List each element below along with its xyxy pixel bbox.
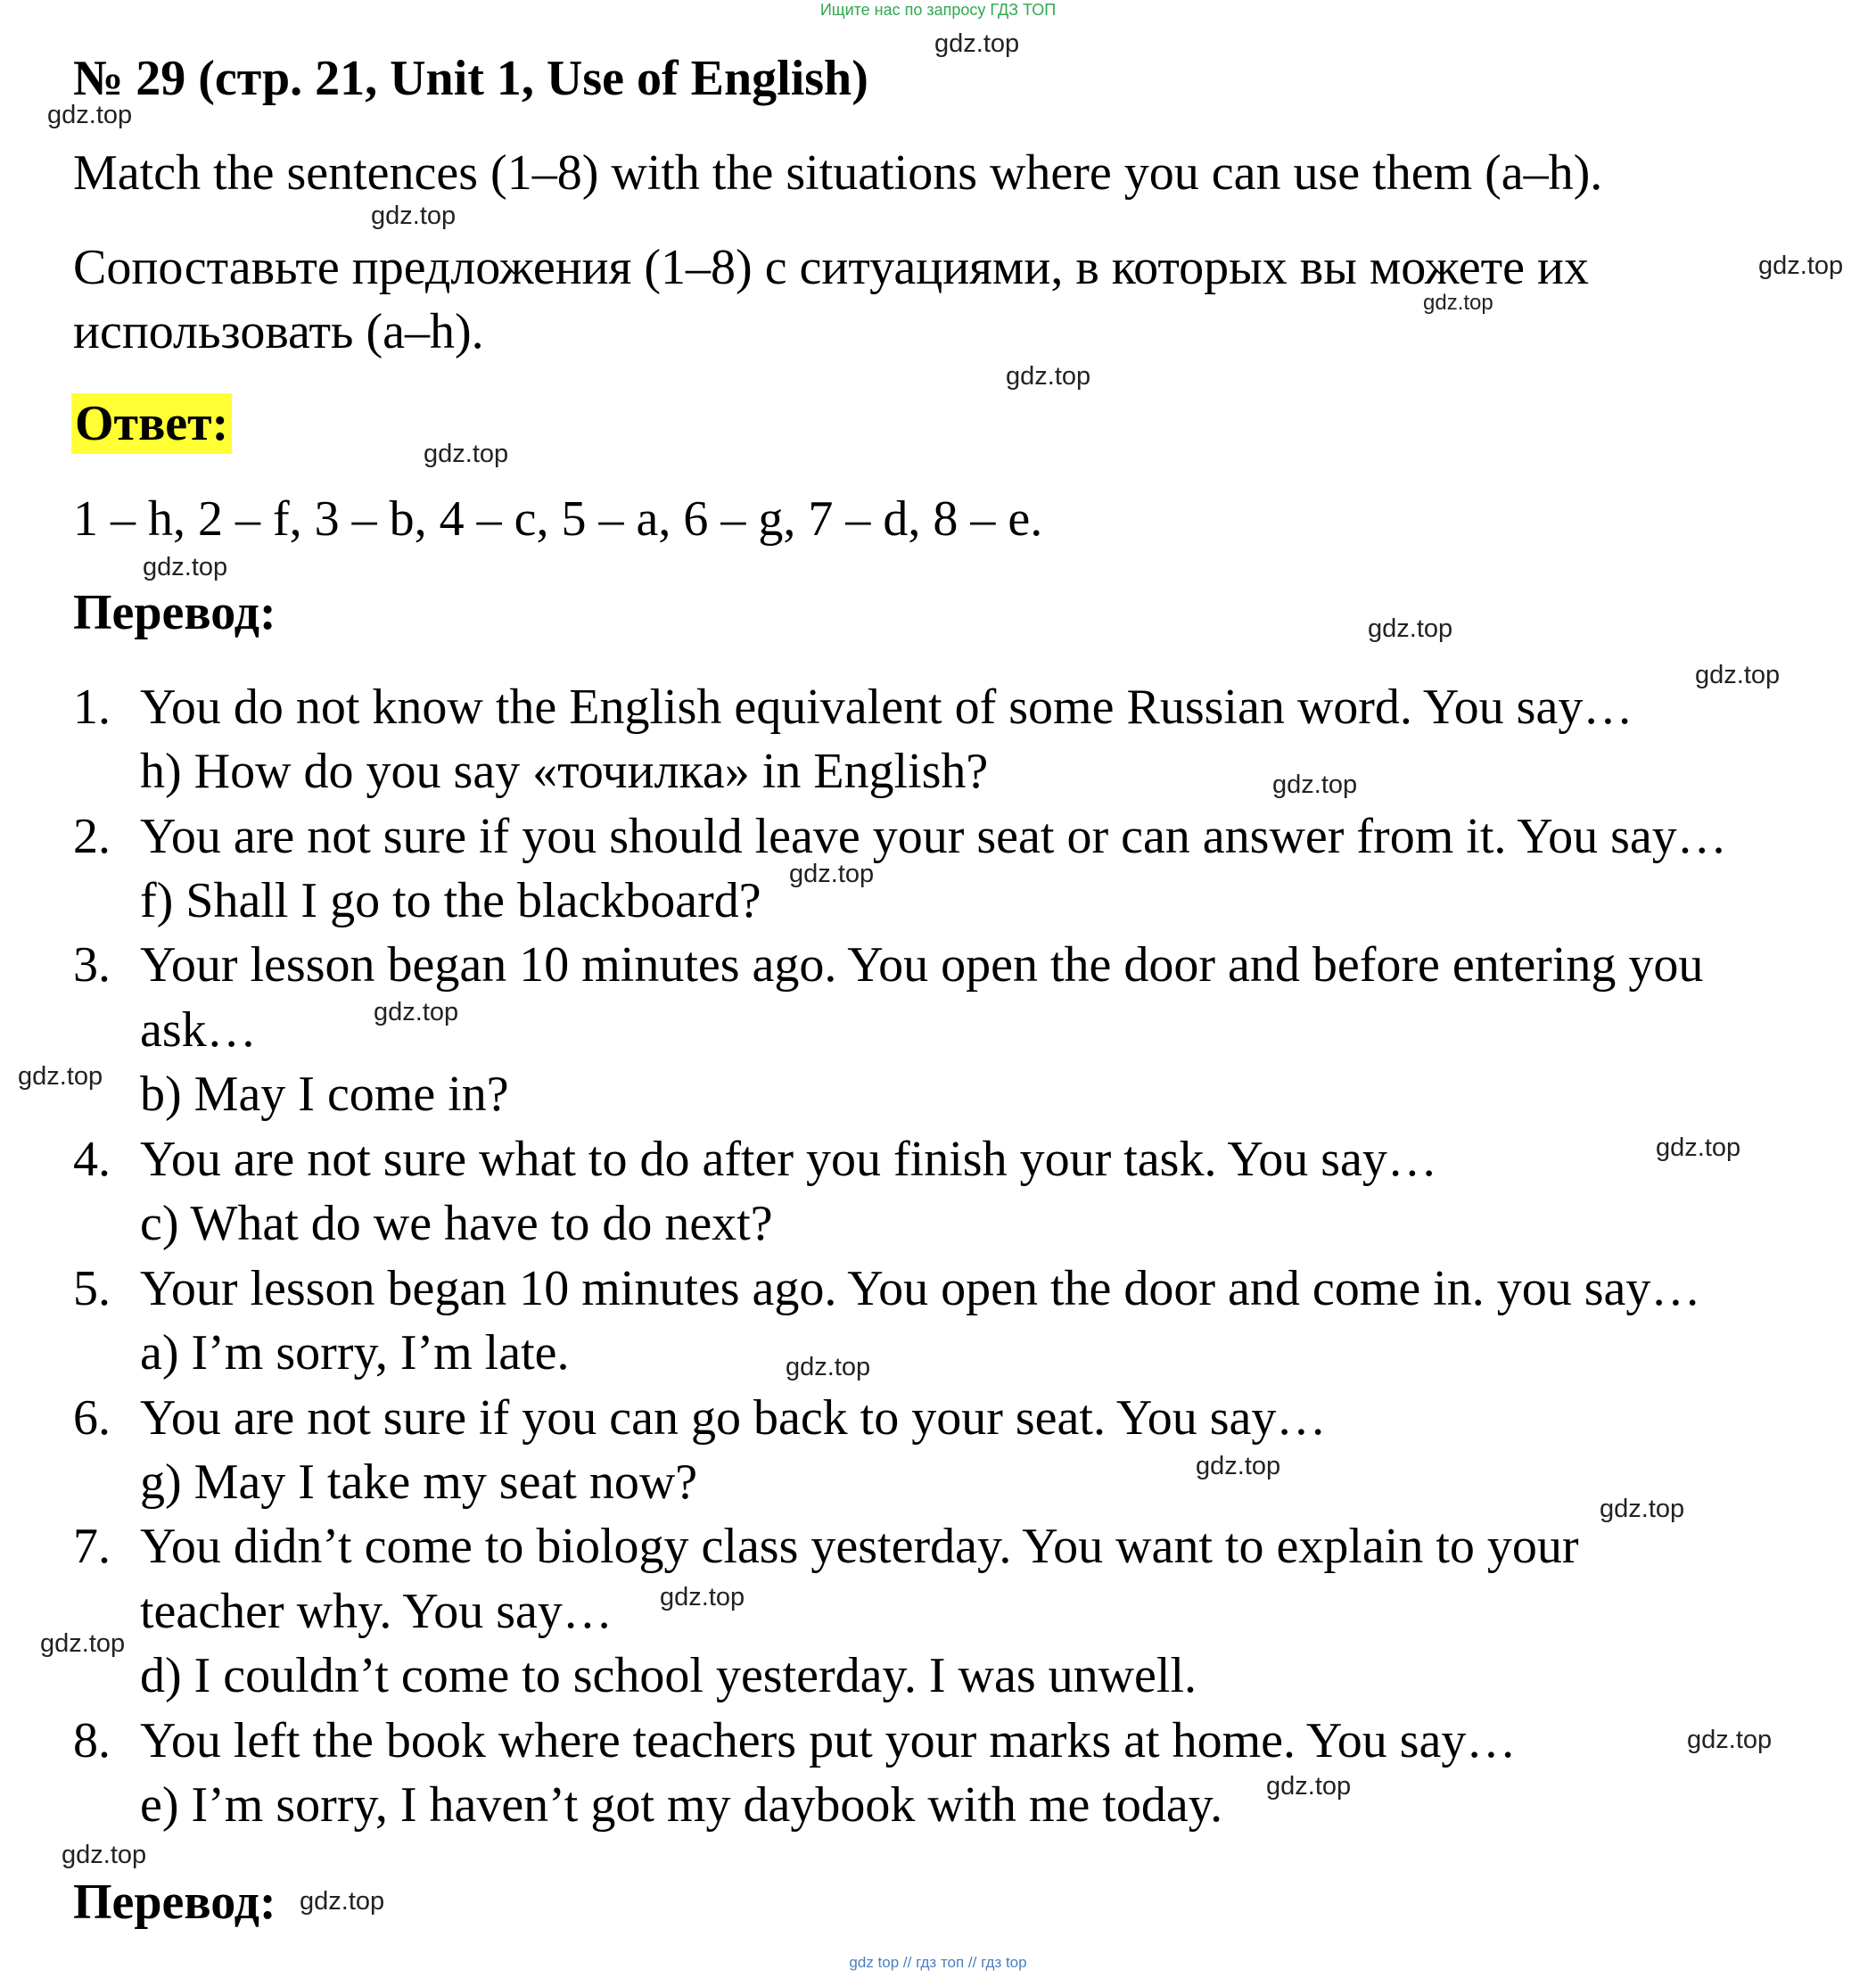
item-situation-continued: ask…: [140, 1002, 257, 1058]
watermark: gdz.top: [1758, 251, 1844, 280]
bottom-banner: gdz top // гдз топ // гдз top: [849, 1954, 1027, 1971]
watermark: gdz.top: [374, 998, 459, 1026]
watermark: gdz.top: [62, 1841, 147, 1869]
item-answer: g) May I take my seat now?: [140, 1455, 698, 1510]
watermark: gdz.top: [1656, 1133, 1741, 1162]
watermark: gdz.top: [786, 1353, 871, 1381]
watermark: gdz.top: [789, 860, 875, 888]
watermark: gdz.top: [47, 101, 133, 129]
item-answer: d) I couldn’t come to school yesterday. I was unwell.: [140, 1648, 1197, 1703]
instruction-english: Match the sentences (1–8) with the situations where you can use them (a–h).: [73, 145, 1603, 201]
item-answer: f) Shall I go to the blackboard?: [140, 873, 761, 928]
item-answer: a) I’m sorry, I’m late.: [140, 1325, 570, 1380]
item-number: 8.: [73, 1713, 111, 1768]
item-number: 3.: [73, 937, 111, 993]
watermark: gdz.top: [1266, 1772, 1352, 1801]
item-situation: You are not sure if you can go back to your seat. You say…: [140, 1390, 1327, 1446]
watermark: gdz.top: [1600, 1495, 1685, 1523]
translation-heading-2: Перевод:: [73, 1875, 276, 1930]
watermark: gdz.top: [934, 29, 1020, 58]
watermark: gdz.top: [18, 1062, 103, 1091]
item-situation: You are not sure what to do after you finish your task. You say…: [140, 1132, 1437, 1187]
watermark: gdz.top: [660, 1583, 745, 1611]
instruction-russian-line-1: Сопоставьте предложения (1–8) с ситуациями, в которых вы можете их: [73, 240, 1589, 295]
item-number: 5.: [73, 1261, 111, 1316]
item-number: 1.: [73, 680, 111, 735]
watermark: gdz.top: [1423, 291, 1493, 315]
watermark: gdz.top: [371, 202, 457, 230]
watermark: gdz.top: [1196, 1452, 1281, 1480]
item-situation: Your lesson began 10 minutes ago. You open the door and come in. you say…: [140, 1261, 1701, 1316]
item-number: 2.: [73, 809, 111, 864]
watermark: gdz.top: [143, 553, 228, 581]
watermark: gdz.top: [300, 1887, 385, 1916]
item-situation: You left the book where teachers put your marks at home. You say…: [140, 1713, 1517, 1768]
item-answer: c) What do we have to do next?: [140, 1196, 773, 1251]
item-situation: You do not know the English equivalent of some Russian word. You say…: [140, 680, 1633, 735]
item-number: 4.: [73, 1132, 111, 1187]
translation-heading: Перевод:: [73, 585, 276, 640]
instruction-russian-line-2: использовать (a–h).: [73, 304, 484, 359]
item-answer: e) I’m sorry, I haven’t got my daybook with me today.: [140, 1777, 1223, 1833]
watermark: gdz.top: [1695, 661, 1781, 689]
watermark: gdz.top: [1272, 771, 1358, 799]
item-number: 7.: [73, 1519, 111, 1574]
watermark: gdz.top: [1687, 1726, 1773, 1754]
item-situation: You are not sure if you should leave your seat or can answer from it. You say…: [140, 809, 1727, 864]
item-situation: Your lesson began 10 minutes ago. You open the door and before entering you: [140, 937, 1704, 993]
watermark: gdz.top: [40, 1629, 126, 1658]
page-title: № 29 (стр. 21, Unit 1, Use of English): [73, 51, 868, 106]
watermark: gdz.top: [424, 440, 509, 468]
item-answer: h) How do you say «точилка» in English?: [140, 744, 989, 799]
item-number: 6.: [73, 1390, 111, 1446]
item-situation: You didn’t come to biology class yesterday. You want to explain to your: [140, 1519, 1579, 1574]
item-answer: b) May I come in?: [140, 1067, 509, 1122]
answer-text: 1 – h, 2 – f, 3 – b, 4 – c, 5 – a, 6 – g, 7 – d, 8 – e.: [73, 491, 1043, 547]
top-banner: Ищите нас по запросу ГДЗ ТОП: [819, 1, 1057, 19]
item-situation-continued: teacher why. You say…: [140, 1584, 613, 1639]
watermark: gdz.top: [1006, 362, 1091, 391]
watermark: gdz.top: [1368, 614, 1453, 643]
answer-label: Ответ:: [71, 393, 232, 454]
